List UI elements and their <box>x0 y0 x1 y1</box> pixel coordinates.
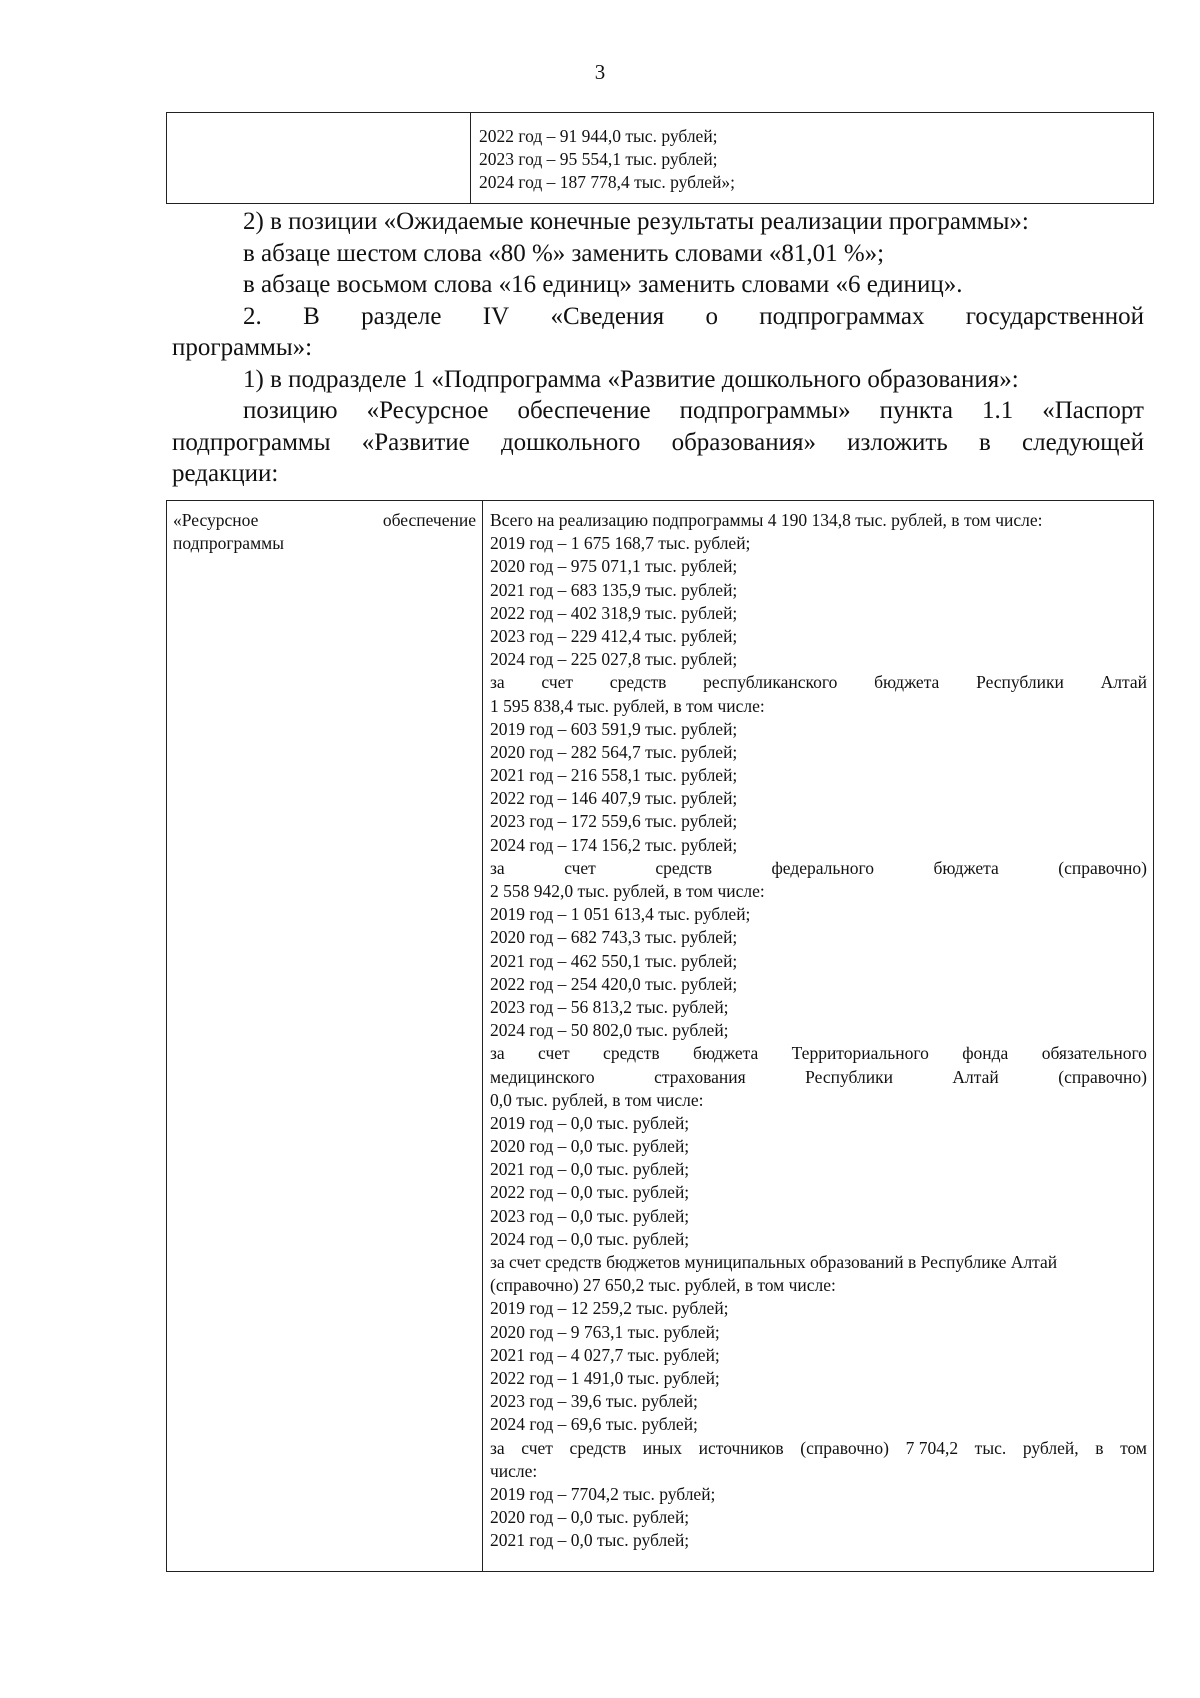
table-row <box>167 501 1154 1572</box>
word: обеспечение <box>517 397 651 424</box>
word: «Ресурсное <box>173 510 259 530</box>
word: государственной <box>965 302 1144 330</box>
other-heading: числе: <box>490 1460 538 1481</box>
year-line: 2019 год – 0,0 тыс. рублей; <box>490 1112 690 1133</box>
municipal-heading: за счет средств бюджетов муниципальных образований в Республике Алтай <box>490 1252 1058 1272</box>
word: тыс. <box>974 1437 1007 1458</box>
word: Республики <box>976 672 1064 693</box>
word: в <box>978 428 991 456</box>
word: обеспечение <box>382 510 476 530</box>
year-line: 2023 год – 56 813,2 тыс. рублей; <box>490 996 729 1017</box>
year-line: 2022 год – 402 318,9 тыс. рублей; <box>490 602 738 623</box>
word: Республики <box>805 1066 893 1087</box>
year-line: 2021 год – 4 027,7 тыс. рублей; <box>490 1344 720 1365</box>
word: источников <box>698 1437 784 1458</box>
paragraph <box>172 301 1144 333</box>
word: рублей, <box>1022 1437 1079 1458</box>
year-line: 2020 год – 975 071,1 тыс. рублей; <box>490 556 738 577</box>
word: медицинского <box>490 1066 595 1087</box>
word: (справочно) <box>1058 857 1147 878</box>
paragraph: 2) в позиции «Ожидаемые конечные результаты реализации программы»: <box>243 208 1029 235</box>
word: разделе <box>361 302 442 330</box>
year-line: 2020 год – 0,0 тыс. рублей; <box>490 1507 690 1528</box>
word: пункта <box>879 397 953 424</box>
other-heading <box>490 1437 1147 1460</box>
word: иных <box>642 1437 683 1458</box>
year-line: 2020 год – 682 743,3 тыс. рублей; <box>490 927 738 948</box>
year-line: 2024 год – 50 802,0 тыс. рублей; <box>490 1020 729 1041</box>
continuation-table <box>166 112 1154 204</box>
municipal-years <box>490 1297 1147 1436</box>
tfoms-years <box>490 1112 1147 1251</box>
word: (справочно) <box>1058 1066 1147 1087</box>
republic-years <box>490 718 1147 857</box>
word: том <box>1120 1437 1147 1458</box>
word: бюджета <box>933 857 999 878</box>
word: «Паспорт <box>1042 397 1144 424</box>
word: счет <box>538 1043 570 1064</box>
year-line: 2023 год – 39,6 тыс. рублей; <box>490 1391 698 1412</box>
word: фонда <box>962 1043 1009 1064</box>
paragraph: в абзаце шестом слова «80 %» заменить словами «81,01 %»; <box>243 239 885 267</box>
amendment-text <box>172 206 1144 490</box>
year-line: 2022 год – 254 420,0 тыс. рублей; <box>490 973 738 994</box>
position-name-cell <box>167 501 483 1572</box>
word: В <box>303 302 320 330</box>
table-row <box>167 113 1154 204</box>
word: за <box>490 1043 505 1064</box>
word: 7 704,2 <box>905 1437 959 1458</box>
year-line: 2024 год – 187 778,4 тыс. рублей»; <box>479 172 736 193</box>
year-line: 2019 год – 1 051 613,4 тыс. рублей; <box>490 904 751 925</box>
resource-table <box>166 500 1154 1572</box>
word: 2. <box>243 302 262 330</box>
year-line: 2021 год – 683 135,9 тыс. рублей; <box>490 579 738 600</box>
word: подпрограммах <box>759 302 925 330</box>
word: федерального <box>771 857 875 878</box>
year-line: 2022 год – 0,0 тыс. рублей; <box>490 1182 690 1203</box>
word: (справочно) <box>800 1437 889 1458</box>
municipal-heading: (справочно) 27 650,2 тыс. рублей, в том числе: <box>490 1275 836 1296</box>
word: подпрограммы <box>172 428 331 456</box>
word: средств <box>569 1437 627 1458</box>
paragraph-continuation <box>172 427 1144 459</box>
year-line: 2023 год – 95 554,1 тыс. рублей; <box>479 149 718 170</box>
year-line: 2020 год – 0,0 тыс. рублей; <box>490 1136 690 1157</box>
word: в <box>1095 1437 1104 1458</box>
word: «Ресурсное <box>366 397 489 424</box>
tfoms-heading <box>490 1042 1147 1065</box>
paragraph: в абзаце восьмом слова «16 единиц» заменить словами «6 единиц». <box>243 271 963 298</box>
federal-heading <box>490 857 1147 880</box>
year-line: 2021 год – 0,0 тыс. рублей; <box>490 1530 690 1551</box>
table-cell-left <box>167 113 471 204</box>
word: счет <box>521 1437 553 1458</box>
year-line: 2024 год – 225 027,8 тыс. рублей; <box>490 649 738 670</box>
year-line: 2024 год – 174 156,2 тыс. рублей; <box>490 834 738 855</box>
word: средств <box>655 857 712 878</box>
federal-heading: 2 558 942,0 тыс. рублей, в том числе: <box>490 881 765 901</box>
position-name: подпрограммы <box>173 533 284 554</box>
page-number: 3 <box>594 60 606 84</box>
word: о <box>705 302 718 330</box>
word: 1.1 <box>981 397 1014 424</box>
year-line: 2024 год – 0,0 тыс. рублей; <box>490 1228 690 1249</box>
word: «Сведения <box>550 302 665 330</box>
word: позицию <box>243 397 338 424</box>
word: республиканского <box>703 672 838 693</box>
position-name <box>173 509 476 532</box>
year-line: 2022 год – 91 944,0 тыс. рублей; <box>479 126 718 146</box>
word: средств <box>603 1043 660 1064</box>
year-line: 2023 год – 172 559,6 тыс. рублей; <box>490 811 738 832</box>
federal-years <box>490 903 1147 1042</box>
year-line: 2023 год – 0,0 тыс. рублей; <box>490 1205 690 1226</box>
year-line: 2021 год – 462 550,1 тыс. рублей; <box>490 950 738 971</box>
year-line: 2020 год – 282 564,7 тыс. рублей; <box>490 741 738 762</box>
word: бюджета <box>874 672 940 693</box>
year-line: 2019 год – 1 675 168,7 тыс. рублей; <box>490 533 751 554</box>
word: «Развитие <box>361 428 470 456</box>
word: бюджета <box>693 1043 759 1064</box>
total-years <box>490 532 1147 671</box>
tfoms-heading <box>490 1066 1147 1089</box>
year-line: 2021 год – 216 558,1 тыс. рублей; <box>490 765 738 786</box>
word: за <box>490 1437 505 1458</box>
republic-heading: 1 595 838,4 тыс. рублей, в том числе: <box>490 695 765 716</box>
word: образования» <box>671 428 816 456</box>
word: Алтай <box>1100 672 1147 693</box>
word: счет <box>564 857 596 878</box>
word: Алтай <box>952 1066 999 1087</box>
year-line: 2022 год – 1 491,0 тыс. рублей; <box>490 1367 720 1388</box>
paragraph <box>172 395 1144 427</box>
year-line: 2019 год – 12 259,2 тыс. рублей; <box>490 1298 729 1319</box>
word: IV <box>482 302 510 330</box>
word: за <box>490 857 505 878</box>
tfoms-heading: 0,0 тыс. рублей, в том числе: <box>490 1089 704 1110</box>
word: следующей <box>1022 428 1144 456</box>
word: Территориального <box>791 1043 929 1064</box>
republic-heading <box>490 671 1147 694</box>
total-heading: Всего на реализацию подпрограммы 4 190 134,8 тыс. рублей, в том числе: <box>490 510 1043 530</box>
year-line: 2024 год – 69,6 тыс. рублей; <box>490 1414 698 1435</box>
word: страхования <box>654 1066 746 1087</box>
year-line: 2019 год – 7704,2 тыс. рублей; <box>490 1483 716 1504</box>
word: изложить <box>847 428 948 456</box>
table-cell-right <box>471 113 1154 204</box>
paragraph: 1) в подразделе 1 «Подпрограмма «Развитие дошкольного образования»: <box>243 365 1019 393</box>
year-line: 2023 год – 229 412,4 тыс. рублей; <box>490 625 738 646</box>
position-value-cell <box>483 501 1154 1572</box>
year-line: 2019 год – 603 591,9 тыс. рублей; <box>490 718 738 739</box>
year-line: 2020 год – 9 763,1 тыс. рублей; <box>490 1321 720 1342</box>
year-line: 2021 год – 0,0 тыс. рублей; <box>490 1159 690 1180</box>
paragraph-continuation: программы»: <box>172 334 313 361</box>
paragraph-continuation: редакции: <box>172 460 279 487</box>
word: обязательного <box>1041 1043 1147 1064</box>
word: подпрограммы» <box>679 397 851 424</box>
other-years <box>490 1483 1147 1553</box>
word: счет <box>541 672 574 693</box>
word: средств <box>609 672 667 693</box>
word: за <box>490 672 505 693</box>
word: дошкольного <box>500 428 641 456</box>
year-line: 2022 год – 146 407,9 тыс. рублей; <box>490 788 738 809</box>
